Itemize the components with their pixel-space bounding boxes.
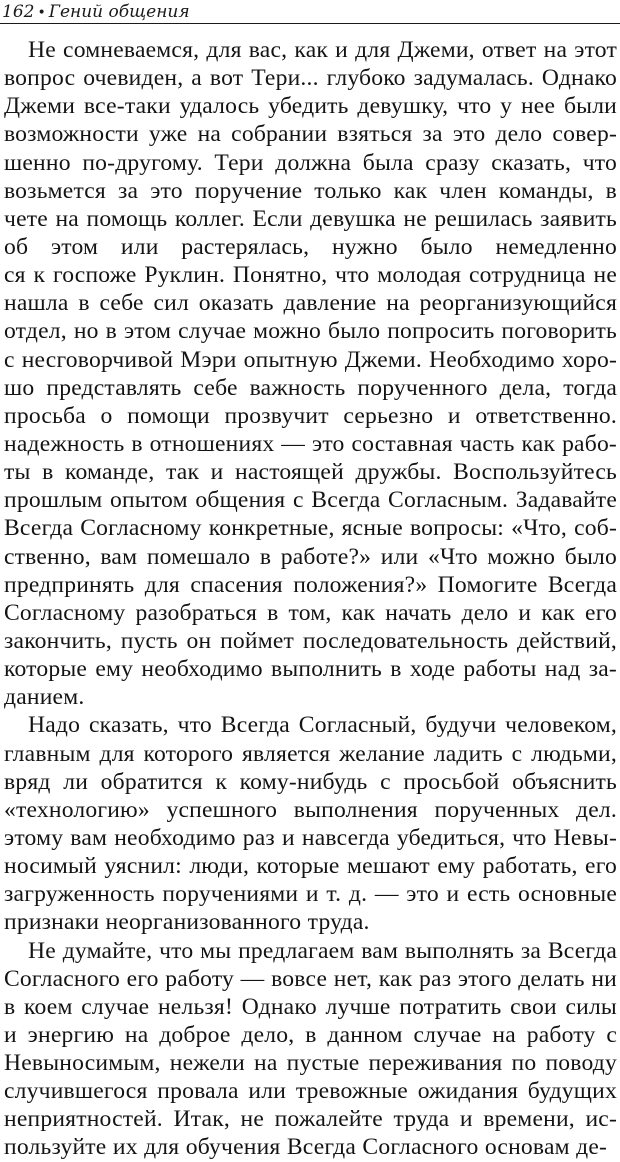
text-line: ты в команде, так и настоящей дружбы. Воспользуйтесь xyxy=(4,459,617,486)
text-line: шо представлять себе важность порученного дела, тогда xyxy=(4,374,617,401)
text-line: ся к госпоже Руклин. Понятно, что молодая сотрудница не xyxy=(4,262,617,289)
text-line: данием. xyxy=(4,684,85,711)
text-line: нашла в себе сил оказать давление на реорганизующийся xyxy=(4,290,617,317)
text-line: признаки неорганизованного труда. xyxy=(4,909,370,936)
text-line: случившегося провала или тревожные ожидания будущих xyxy=(4,1078,617,1105)
text-line: возможности уже на собрании взяться за это дело совер- xyxy=(4,121,617,148)
text-line: чете на помощь коллег. Если девушка не решилась заявить xyxy=(4,205,617,232)
text-line: надежность в отношениях — это составная часть как рабо- xyxy=(4,430,617,457)
text-line: возьмется за это поручение только как член команды, в xyxy=(4,177,617,204)
text-line: неприятностей. Итак, не пожалейте труда и времени, ис- xyxy=(4,1106,617,1133)
page-number: 162 xyxy=(2,2,35,22)
header-rule xyxy=(0,23,620,24)
text-line: в коем случае нельзя! Однако лучше потратить свои силы xyxy=(4,993,617,1020)
text-line: и энергию на доброе дело, в данном случае на работу с xyxy=(4,1021,617,1048)
text-line: предпринять для спасения положения?» Помогите Всегда xyxy=(4,571,617,598)
text-line: носимый уяснил: люди, которые мешают ему работать, его xyxy=(4,853,617,880)
text-line: этому вам необходимо раз и навсегда убедиться, что Невы- xyxy=(4,824,617,851)
text-line: которые ему необходимо выполнить в ходе работы над за- xyxy=(4,656,617,683)
text-line: Согласному разобраться в том, как начать дело и как его xyxy=(4,599,617,626)
text-line: прошлым опытом общения с Всегда Согласным. Задавайте xyxy=(4,487,617,514)
text-line: Не сомневаемся, для вас, как и для Джеми, ответ на этот xyxy=(28,37,617,63)
running-header xyxy=(0,0,620,26)
text-line: с несговорчивой Мэри опытную Джеми. Необходимо хоро- xyxy=(4,346,617,373)
text-line: Невыносимым, нежели на пустые переживания по поводу xyxy=(4,1050,617,1077)
text-line: просьба о помощи прозвучит серьезно и ответственно. xyxy=(4,402,617,429)
text-line: отдел, но в этом случае можно было попросить поговорить xyxy=(4,318,617,345)
text-line: закончить, пусть он поймет последовательность действий, xyxy=(4,627,617,654)
book-page-text xyxy=(4,36,617,1162)
header-separator: • xyxy=(37,5,46,21)
text-line: главным для которого является желание ладить с людьми, xyxy=(4,740,617,767)
text-line: шенно по-другому. Тери должна была сразу сказать, что xyxy=(4,149,617,176)
text-line: ственно, вам помешало в работе?» или «Что можно было xyxy=(4,543,617,570)
text-line: вряд ли обратится к кому-нибудь с просьбой объяснить xyxy=(4,768,617,795)
text-line: об этом или растерялась, нужно было немедленно xyxy=(4,233,617,260)
header-text xyxy=(2,2,190,23)
text-line: Не думайте, что мы предлагаем вам выполнять за Всегда xyxy=(28,937,617,964)
text-line: вопрос очевиден, а вот Тери... глубоко задумалась. Однако xyxy=(4,65,617,92)
running-title: Гений общения xyxy=(48,2,190,22)
text-line: «технологию» успешного выполнения порученных дел. xyxy=(4,796,617,823)
text-line: Надо сказать, что Всегда Согласный, будучи человеком, xyxy=(28,712,617,739)
text-line: пользуйте их для обучения Всегда Согласного основам де- xyxy=(4,1134,608,1161)
text-line: Согласного его работу — вовсе нет, как раз этого делать ни xyxy=(4,965,617,992)
text-line: загруженность поручениями и т. д. — это и есть основные xyxy=(4,881,617,908)
text-line: Всегда Согласному конкретные, ясные вопросы: «Что, соб- xyxy=(4,515,617,542)
text-line: Джеми все-таки удалось убедить девушку, что у нее были xyxy=(4,93,617,120)
